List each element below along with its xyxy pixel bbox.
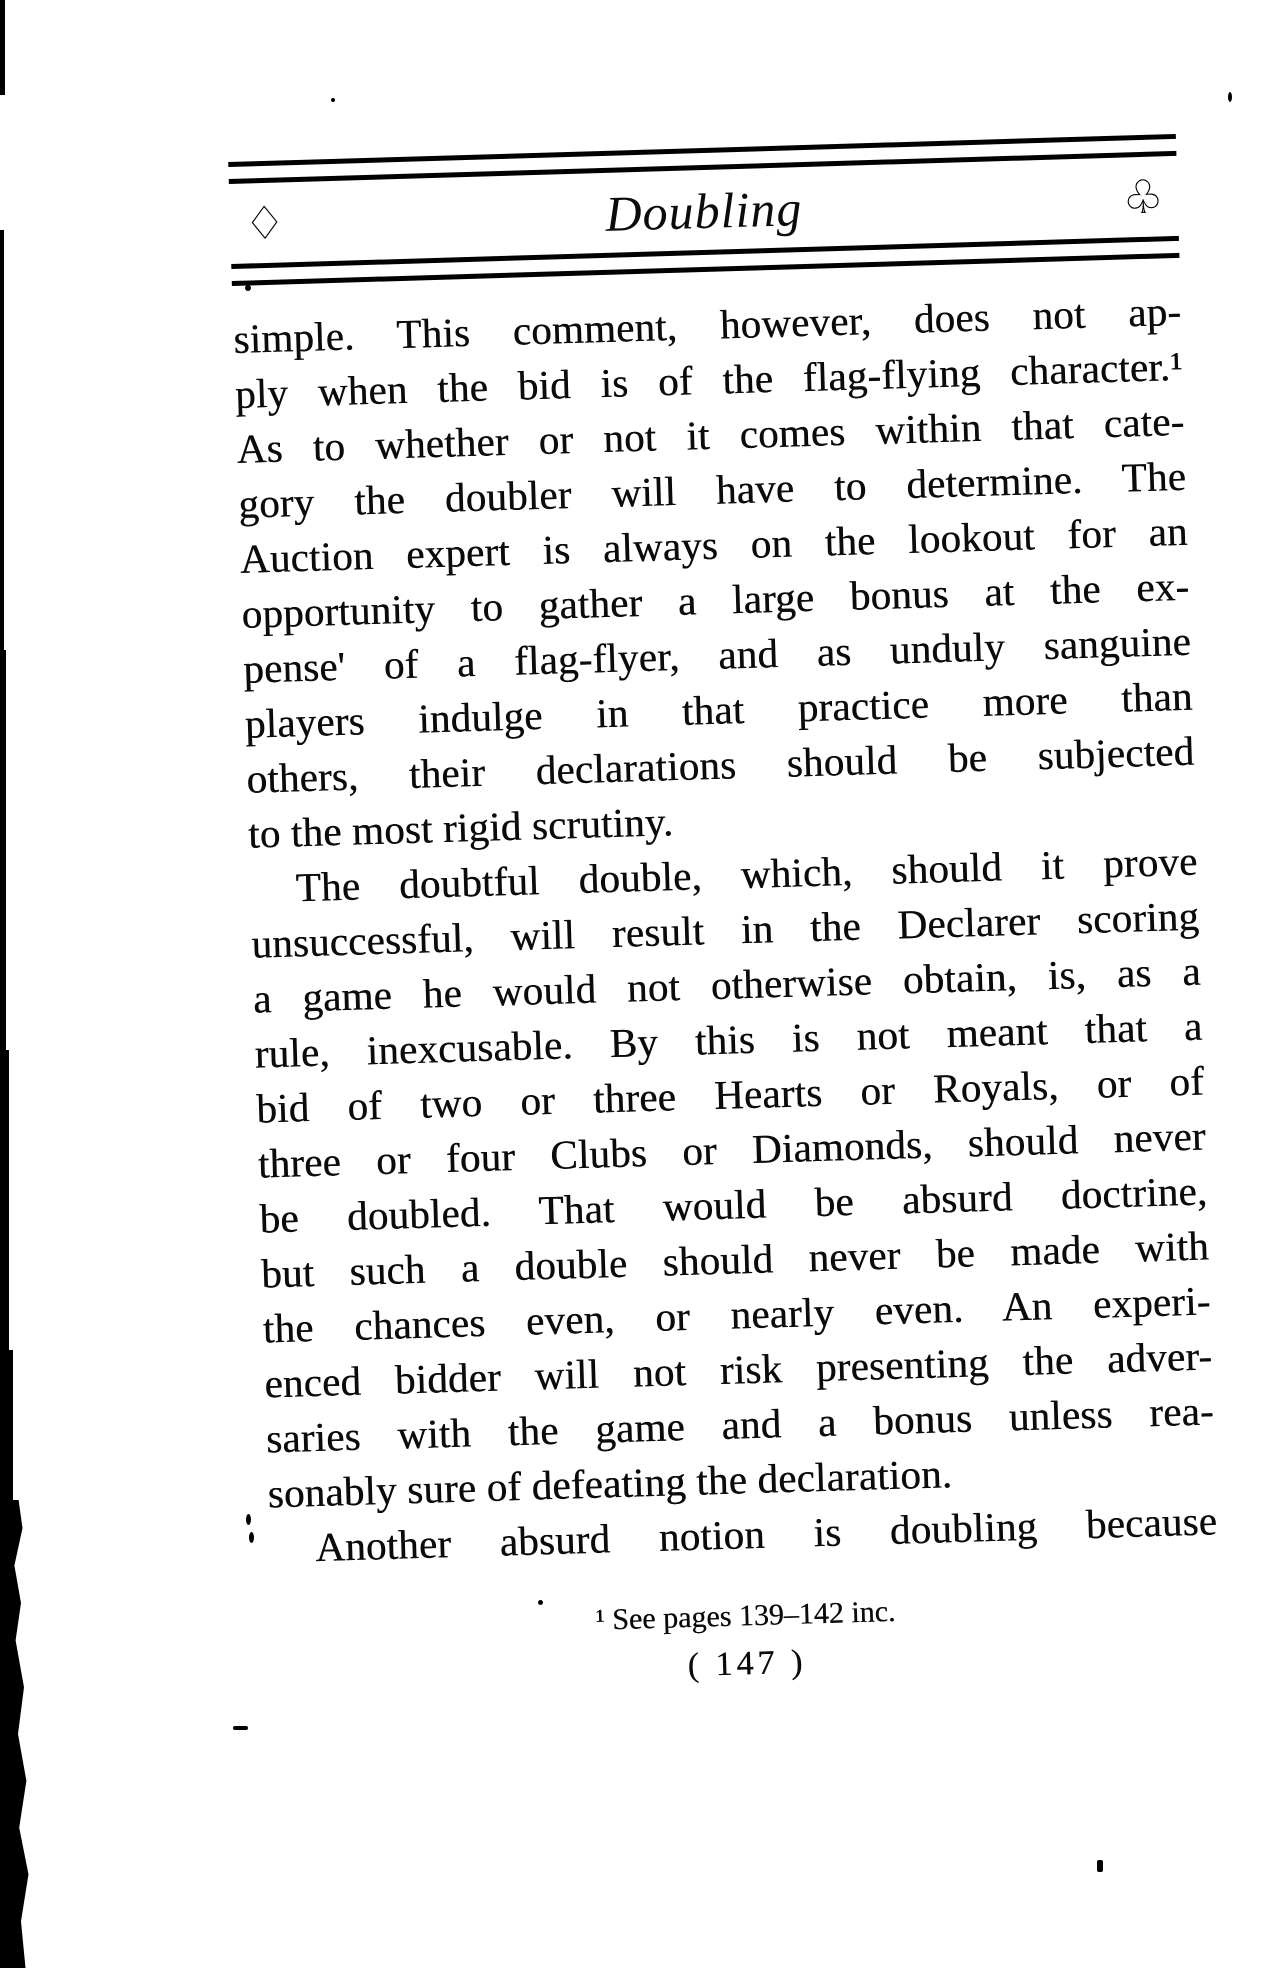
text-line: As to whether or not it comes within that cate-: [236, 397, 1185, 472]
text-line: be doubled. That would be absurd doctrine,: [258, 1167, 1208, 1242]
text-line: sonably sure of defeating the declaration.: [267, 1450, 953, 1517]
text-line: simple. This comment, however, does not ap-: [232, 287, 1182, 362]
text-line: the chances even, or nearly even. An experi-: [262, 1277, 1212, 1352]
text-line: enced bidder will not risk presenting the adver-: [263, 1332, 1213, 1407]
text-line: The doubtful double, which, should it prove: [295, 837, 1199, 911]
ink-speck: [233, 1726, 248, 1730]
text-line: to the most rigid scrutiny.: [247, 798, 674, 857]
page-title: Doubling: [604, 180, 804, 242]
scan-edge-artifact: [0, 0, 5, 95]
text-line: gory the doubler will have to determine. The: [237, 452, 1187, 527]
page-content: [228, 134, 1221, 1700]
text-line: Auction expert is always on the lookout for an: [239, 507, 1189, 582]
club-suit-icon: ♧: [1121, 171, 1165, 224]
ink-speck: [331, 98, 335, 102]
body-text: [233, 284, 1218, 1577]
text-line: three or four Clubs or Diamonds, should never: [257, 1112, 1207, 1187]
text-line: saries with the game and a bonus unless rea-: [265, 1387, 1215, 1462]
scan-edge-artifact: [0, 1500, 30, 1968]
ink-speck: [246, 1514, 251, 1525]
page-number: ( 147 ): [687, 1643, 807, 1685]
text-line: bid of two or three Hearts or Royals, or of: [255, 1057, 1205, 1132]
scan-edge-artifact: [0, 230, 4, 650]
text-line: a game he would not otherwise obtain, is, as a: [252, 947, 1202, 1022]
footnote: ¹ See pages 139–142 inc.: [595, 1594, 896, 1637]
scan-edge-artifact: [0, 650, 6, 1050]
text-line: players indulge in that practice more than: [244, 672, 1194, 747]
ink-speck: [1097, 1860, 1103, 1872]
text-line: Another absurd notion is doubling because: [314, 1497, 1218, 1571]
text-line: others, their declarations should be subjected: [245, 727, 1195, 802]
text-line: unsuccessful, will result in the Declarer scoring: [250, 892, 1200, 967]
scan-edge-artifact: [0, 1050, 9, 1350]
text-line: rule, inexcusable. By this is not meant that a: [253, 1002, 1203, 1077]
text-line: but such a double should never be made with: [260, 1222, 1210, 1297]
text-line: opportunity to gather a large bonus at the ex-: [240, 562, 1190, 637]
text-line: pense' of a flag-flyer, and as unduly sanguine: [242, 617, 1192, 692]
text-line: ply when the bid is of the flag-flying character.¹: [234, 342, 1184, 417]
scan-edge-artifact: [0, 1350, 13, 1510]
diamond-suit-icon: ♢: [243, 197, 287, 250]
ink-speck: [249, 1532, 254, 1543]
ink-speck: [1228, 92, 1232, 102]
